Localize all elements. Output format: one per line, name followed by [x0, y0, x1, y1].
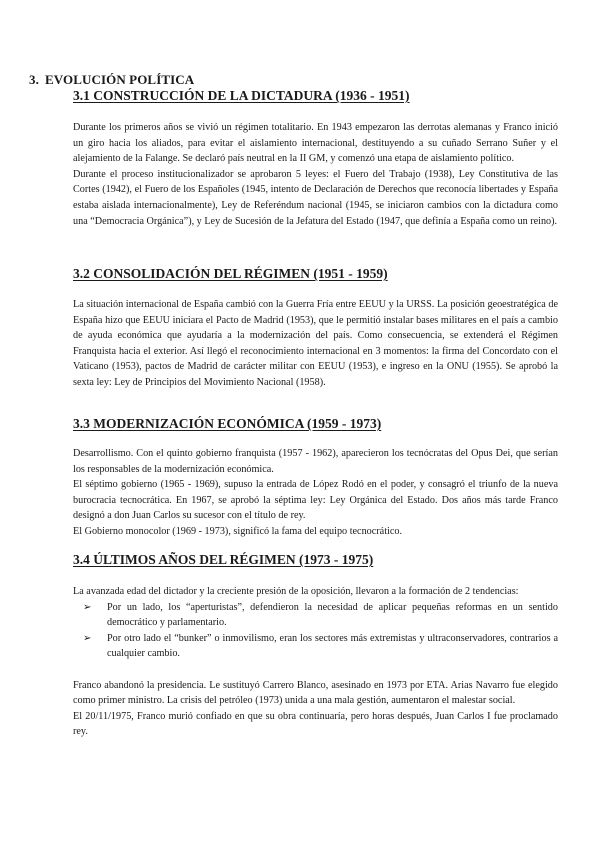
paragraph: El séptimo gobierno (1965 - 1969), supuso la entrada de López Rodó en el poder, y consagró el triunfo de la nueva burocracia tecnocrática. En 1967, se aprobó la séptima ley: Ley Orgánica del Estado. Dos años más tarde Franco designó a don Juan Carlos su sucesor con el título de rey.	[73, 479, 558, 522]
section-heading-3-3: 3.3 MODERNIZACIÓN ECONÓMICA (1959 - 1973)	[73, 416, 382, 431]
main-heading-number: 3.	[29, 72, 39, 87]
section-heading-3-4: 3.4 ÚLTIMOS AÑOS DEL RÉGIMEN (1973 - 1975)	[73, 552, 374, 567]
paragraph: Durante los primeros años se vivió un régimen totalitario. En 1943 empezaron las derrotas alemanas y Franco inició un giro hacia los aliados, para evitar el aislamiento internacional, destituyendo a su cuñado Serrano Suñer y el alejamiento de la Falange. Se declaró país neutral en la II GM, y comenzó una etapa de aislamiento político.	[73, 122, 558, 165]
section-body-3-4	[73, 584, 558, 740]
section-body-3-3	[73, 446, 558, 540]
list-item	[73, 631, 558, 662]
paragraph: Franco abandonó la presidencia. Le sustituyó Carrero Blanco, asesinado en 1973 por ETA. Arias Navarro fue elegido como primer ministro. La crisis del petróleo (1973) unida a una mala gestión, aumentaron el malestar social.	[73, 679, 558, 707]
section-body-3-1	[73, 120, 558, 229]
section-body-3-2	[73, 297, 558, 391]
spacer	[73, 662, 558, 678]
list-item-text: Por un lado, los “aperturistas”, defendieron la necesidad de aplicar pequeñas reformas en un sentido democrático y parlamentario.	[107, 601, 558, 629]
paragraph: El 20/11/1975, Franco murió confiado en que su obra continuaría, pero horas después, Juan Carlos I fue proclamado rey.	[73, 710, 558, 738]
main-heading-title: EVOLUCIÓN POLÍTICA	[45, 72, 195, 87]
list-item-text: Por otro lado el “bunker” o inmovilismo, eran los sectores más extremistas y ultraconservadores, contrarios a cualquier cambio.	[107, 632, 558, 660]
list-item	[73, 600, 558, 631]
section-heading-3-2: 3.2 CONSOLIDACIÓN DEL RÉGIMEN (1951 - 1959)	[73, 266, 388, 281]
main-heading	[29, 72, 194, 88]
paragraph: La avanzada edad del dictador y la creciente presión de la oposición, llevaron a la formación de 2 tendencias:	[73, 586, 519, 597]
paragraph: El Gobierno monocolor (1969 - 1973), significó la fama del equipo tecnocrático.	[73, 525, 403, 537]
paragraph: Durante el proceso institucionalizador se aprobaron 5 leyes: el Fuero del Trabajo (1938), Ley Constitutiva de las Cortes (1942), el Fuero de los Españoles (1945, intento de Declaración de Derechos que reconocía libertades y España estaba aislada internacionalmente), Ley de Referéndum nacional (1945, se iniciaron cambios con la dictadura como una “Democracia Orgánica”), y Ley de Sucesión de la Jefatura del Estado (1947, que definía a España como un reino).	[73, 168, 558, 227]
paragraph: Desarrollismo. Con el quinto gobierno franquista (1957 - 1962), aparecieron los tecnócratas del Opus Dei, que serían los responsables de la modernización económica.	[73, 448, 558, 475]
paragraph: La situación internacional de España cambió con la Guerra Fría entre EEUU y la URSS. La posición geoestratégica de España hizo que EEUU iniciara el Pacto de Madrid (1953), que le permitió instalar bases militares en el país a cambio de ayuda económica que ayudaría a la modernización del país. Como consecuencia, se extenderá el Régimen Franquista hacia el exterior. Así llegó el reconocimiento internacional en 3 momentos: la firma del Concordato con el Vaticano (1953), pactos de Madrid de carácter militar con EEUU (1953), e ingreso en la ONU (1955). Se aprobó la sexta ley: Ley de Principios del Movimiento Nacional (1958).	[73, 299, 558, 388]
tendencies-list	[73, 600, 558, 662]
arrow-bullet-icon: ➢	[83, 632, 92, 644]
arrow-bullet-icon: ➢	[83, 601, 92, 613]
section-heading-3-1: 3.1 CONSTRUCCIÓN DE LA DICTADURA (1936 - 1951)	[73, 88, 410, 103]
